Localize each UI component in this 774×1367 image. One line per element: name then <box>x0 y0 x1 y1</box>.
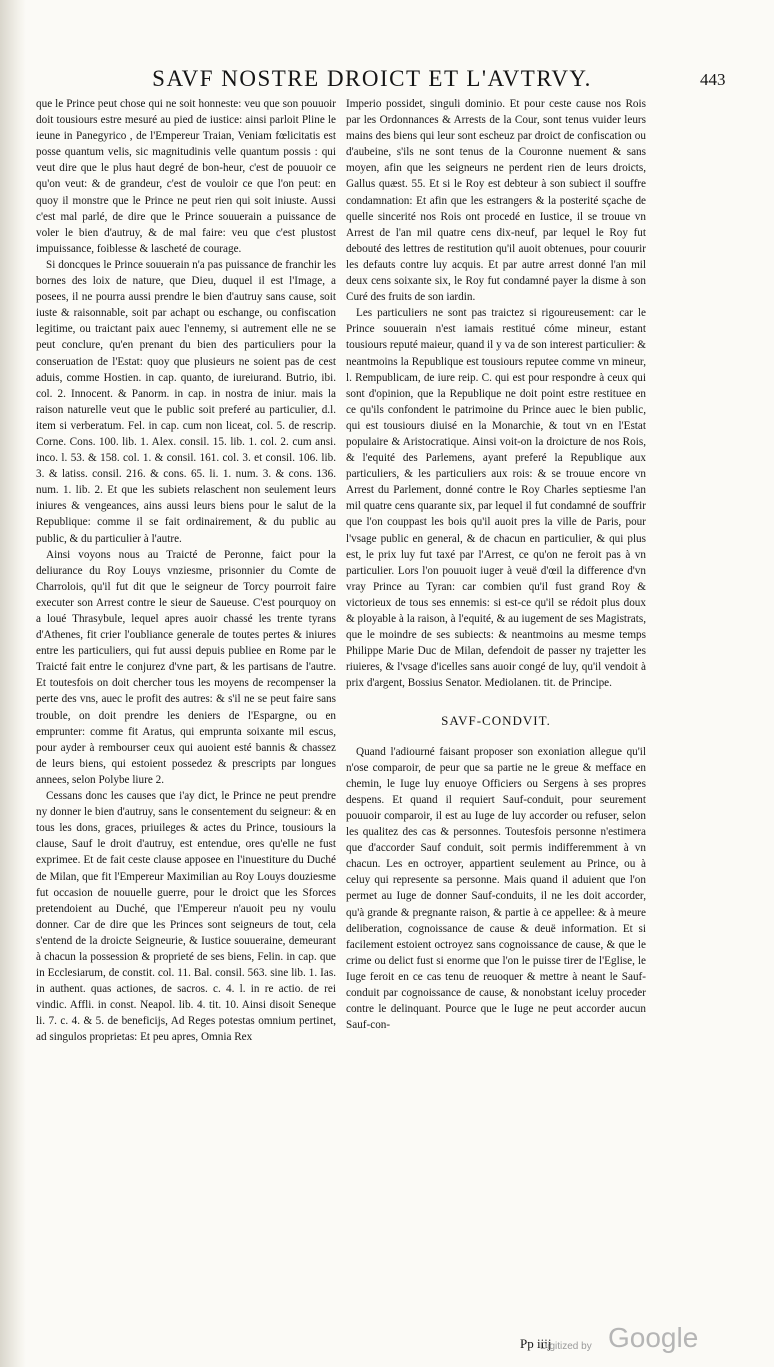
left-paragraph-4: Cessans donc les causes que i'ay dict, le Prince ne peut prendre ny donner le bien d'autruy, sans le consentement du seigneur: & en tous les dons, graces, priuileges & actes du Prince, tousiours la clause, Sauf le droit d'autruy, est entendue, ores qu'elle ne fust exprimee. Et de fait ceste clause apposee en l'inuestiture du Duché de Milan, que fit l'Empereur Maximilian au Roy Louys douziesme fut occasion de nouuelle guerre, pour le droict que les Sforces pretendoient au Duché, que l'Empereur n'auoit peu ny voulu donner. Car de dire que les Princes sont seigneurs de tout, cela s'entend de la droicte Seigneurie, & Iustice souueraine, demeurant à chacun la possession & proprieté de ses biens, Felin. in cap. que in Ecclesiarum, de constit. col. 11. Bal. consil. 563. sine lib. 1. Ias. in authent. quas actiones, de sacros. c. 4. l. in re actio. de rei vindic. Affli. in const. Neapol. lib. 4. tit. 10. Ainsi disoit Seneque li. 7. c. 4. & 5. de beneficijs, Ad Reges potestas omnium pertinet, ad singulos proprietas: Et peu apres, Omnia Rex <box>36 790 336 1044</box>
running-head: SAVF NOSTRE DROICT ET L'AVTRVY. <box>152 66 592 91</box>
section-title: SAVF-CONDVIT. <box>441 713 551 729</box>
digitized-by-label: Digitized by <box>540 1341 592 1352</box>
right-paragraph-2: Les particuliers ne sont pas traictez si rigoureusement: car le Prince souuerain n'est iamais restitué cóme mineur, estant tousiours reputé maieur, quand il y va de son interest particulier: & neantmoins la Republique est tousiours reputee comme vn mineur, l. Rempublicam, de iure reip. C. qui est pour respondre à ceux qui sont d'opinion, que la Republique ne doit point estre restituee en ce qu'ils confondent le patrimoine du Prince auec le bien public, qui est tousiours diuisé en la Monarchie, & tout vn en l'Estat populaire & Aristocratique. Ainsi voit-on la droicture de nos Rois, & l'equité des Parlemens, ayant preferé la Republique aux particuliers, & les particuliers aux rois: & se trouue encore vn Arrest du Parlement, donné contre le Roy Charles septiesme l'an mil quatre cens quarante six, par lequel il fut condamné de souffrir que l'on couppast les bois qu'il auoit pres la ville de Paris, pour l'vsage public en general, & de chacun en particulier, & qui plus est, le prix luy fut taxé par l'Arrest, ce qu'on ne feroit pas à vn particulier. Lors l'on pouuoit iuger à veuë d'œil la difference d'vn vray Prince au Tyran: car combien qu'il fust grand Roy & victorieux de tous ses ennemis: si est-ce qu'il se rédoit plus doux & ployable à la raison, à l'equité, & au iugement de ses Magistrats, que le moindre de ses subiects: & neantmoins au mesme temps Philippe Marie Duc de Milan, defendoit de passer ny trajetter les riuieres, & l'vsage d'icelles sans auoir congé de luy, qu'il vendoit à prix d'argent, Bossius Senator. Mediolanen. tit. de Principe. <box>346 307 646 690</box>
left-paragraph-3: Ainsi voyons nous au Traicté de Peronne, faict pour la deliurance du Roy Louys vnziesme, prisonnier du Comte de Charrolois, qu'il fut dit que le seigneur de Torcy pourroit faire executer son Arrest contre le sieur de Saueuse. C'est pourquoy on a loué Thrasybule, lequel apres auoir chassé les trente tyrans d'Athenes, fit crier l'oubliance generale de toutes pertes & iniures entre les particuliers, qui fut aussi depuis publiee en Rome par le Traicté fait entre le conjurez d'vne part, & les partisans de l'autre. Et toutesfois on doit chercher tous les moyens de recompenser la perte des vns, auec le profit des autres: & s'il ne se peut faire sans trouble, on doit prendre les deniers de l'Espargne, ou en emprunter: comme fit Aratus, qui emprunta soixante mil escus, pour ayder à rembourser ceux qui auoient esté bannis & chassez de leurs biens, qui estoient possedez & prescripts par longues annees, selon Polybe liure 2. <box>36 548 336 786</box>
left-paragraph-2: Si doncques le Prince souuerain n'a pas puissance de franchir les bornes des loix de nature, que Dieu, duquel il est l'Image, a posees, il ne pourra aussi prendre le bien d'autruy sans cause, soit iuste & raisonnable, soit par achapt ou eschange, ou confiscation legitime, ou traictant paix auec l'ennemy, si autrement elle ne se peut conclure, qu'en prenant du bien des particuliers pour la conseruation de l'Estat: quoy que plusieurs ne soient pas de cest aduis, comme Hostien. in cap. quanto, de iureiurand. Butrio, ibi. col. 2. Innocent. & Panorm. in cap. in nostra de iniur. mais la raison naturelle veut que le public soit preferé au particulier, d.l. item si verberatum. Fel. in cap. cum non liceat, col. 5. de rescrip. Corne. Cons. 100. lib. 1. Alex. consil. 15. lib. 1. col. 2. cum ansi. inco. l. 53. & 158. col. 1. & consil. 161. col. 3. et consil. 106. lib. 3. & latiss. consil. 216. & cons. 65. li. 1. num. 3. & cons. 136. num. 1. lib. 2. Et que les subiets relaschent non seulement leurs iniures & vengeances, ains aussi leurs biens pour le salut de la Republique: comme il se fait ordinairement, & du public au public, & du particulier à l'autre. <box>36 258 336 545</box>
google-watermark <box>540 1322 740 1358</box>
page-gutter-shadow <box>0 0 26 1367</box>
google-logo: Google <box>608 1322 699 1353</box>
left-column <box>36 96 336 1046</box>
page-number: 443 <box>700 70 726 89</box>
right-column <box>346 96 646 1033</box>
section-paragraph-1: Quand l'adiourné faisant proposer son exoniation allegue qu'il n'ose comparoir, de peur que sa partie ne le greue & mefface en chemin, le Iuge luy enuoye Officiers ou Sergens à ses propres despens. Et quand il requiert Sauf-conduit, pour seurement pouuoir comparoir, il est au Iuge de luy accorder ou refuser, selon les qualitez des cas & personnes. Toutesfois personne n'estimera que d'accorder Sauf conduit, soit permis indifferemment à vn chacun. Les en octroyer, appartient seulement au Prince, ou à celuy qui represente sa personne. Mais quand il aduient que l'on permet au Iuge de donner Sauf-conduits, il ne les doit accorder, qu'à grande & pregnante raison, & partie à ce appellee: & à meure deliberation, cognoissance de cause & deuë information. Et si facilement estoient octroyez sans cognoissance de cause, & que le crime ou delict fust si enorme que l'on le puisse tirer de l'Eglise, le Iuge feroit en ce cas tenu de reuoquer & mettre à neant le Sauf-conduit par cognoissance de cause, & nonobstant iceluy proceder contre le delinquant. Pource que le Iuge ne peut accorder aucun Sauf-con- <box>346 745 646 1032</box>
left-paragraph-1: que le Prince peut chose qui ne soit honneste: veu que son pouuoir doit tousiours estre mesuré au pied de iustice: ainsi parloit Pline le ieune in Panegyrico , de l'Empereur Traian, Veniam fœlicitatis est posse quantum velis, sic magnitudinis velle quantum possis : qui veut dire que le plus haut degré de bon-heur, c'est de pouuoir ce qu'on veut: & de grandeur, c'est de vouloir ce que l'on peut: en quoy il monstre que le Prince ne peut rien qui soit iniuste. Aussi c'est mal parlé, de dire que le Prince souuerain a puissance de voler le bien d'autruy, & de mal faire: veu que c'est plustost impuissance, foiblesse & lascheté de courage. <box>36 98 336 255</box>
right-paragraph-1: Imperio possidet, singuli dominio. Et pour ceste cause nos Rois par les Ordonnances & Arrests de la Cour, sont tenus vuider leurs mains des biens qui leur sont escheuz par droict de confiscation ou d'aubeine, s'ils ne sont tenus de la Couronne nuement & sans moyen, afin que les seigneurs ne perdent rien de leurs droicts, Gallus quæst. 55. Et si le Roy est debteur à son subiect il souffre condamnation: Et afin que les estrangers & la posterité sçache de quelle sincerité nos Rois ont procedé en Iustice, il se trouue vn Arrest de l'an mil quatre cens dix-neuf, par lequel le Roy fut debouté des lettres de restitution qu'il auoit obtenues, pour couurir les defauts contre luy acquis. Et par autre arrest donné l'an mil deux cens soixante six, le Roy fut condamné payer la disme à son Curé des fruits de son iardin. <box>346 98 646 304</box>
signature-mark: Pp iiij <box>520 1336 552 1351</box>
